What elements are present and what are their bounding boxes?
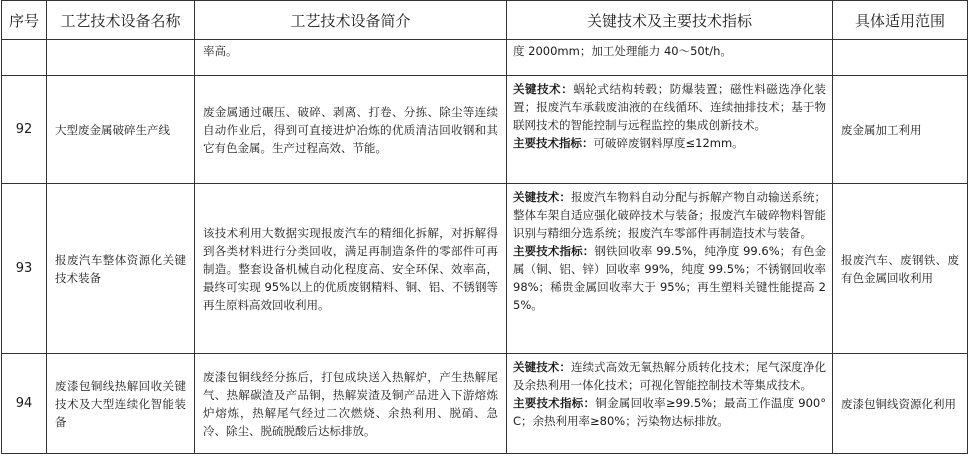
key-tech-label: 关键技术： [513, 82, 574, 96]
row-key-tech [507, 354, 833, 454]
metric-paragraph [513, 394, 826, 430]
metric-text: 铜金属回收率≥99.5%；最高工作温度 900°C；余热利用率≥80%；污染物达标排放。 [513, 396, 826, 428]
metric-text: 可破碎废钢料厚度≤12mm。 [593, 136, 744, 150]
row-description: 该技术利用大数据实现报废汽车的精细化拆解，对拆解得到各类材料进行分类回收，满足再制造条件的零部件可再制造。整套设备机械自动化程度高、安全环保、效率高，最终可实现 95%以上的优质废钢精料、铜、铝、不锈钢等再生原料高效回收利用。 [195, 184, 507, 354]
row-scope: 报废汽车、废钢铁、废有色金属回收利用 [833, 184, 968, 354]
table-row-continued [2, 40, 968, 76]
row-scope: 废漆包铜线资源化利用 [833, 354, 968, 454]
table-header-row [2, 1, 968, 40]
row-key-tech: 度 2000mm；加工处理能力 40～50t/h。 [507, 40, 833, 76]
key-tech-paragraph [513, 358, 826, 394]
row-description: 废漆包铜线经分拣后，打包成块送入热解炉，产生热解尾气、热解碳渣及产品铜，热解炭渣及铜产品进入下游熔炼炉熔炼，热解尾气经过二次燃烧、余热利用、脱硝、急冷、除尘、脱硫脱酸后达标排放。 [195, 354, 507, 454]
row-name: 大型废金属破碎生产线 [47, 76, 195, 184]
metric-label: 主要技术指标： [513, 136, 594, 150]
key-tech-paragraph [513, 80, 826, 134]
row-description: 废金属通过碾压、破碎、剥离、打卷、分拣、除尘等连续自动作业后，得到可直接进炉冶炼的优质清洁回收钢和其它有色金属。生产过程高效、节能。 [195, 76, 507, 184]
header-description: 工艺技术设备简介 [195, 1, 507, 40]
process-equipment-table [1, 0, 968, 454]
row-index [2, 40, 47, 76]
key-tech-label: 关键技术： [513, 190, 571, 204]
metric-paragraph [513, 134, 826, 152]
key-tech-text: 报废汽车物料自动分配与拆解产物自动输送系统；整体车架自适应强化破碎技术与装备；报废汽车破碎物料智能识别与精细分选系统；报废汽车零部件再制造技术与装备。 [513, 190, 827, 240]
row-index: 94 [2, 354, 47, 454]
row-key-tech [507, 184, 833, 354]
row-index: 93 [2, 184, 47, 354]
metric-text: 钢铁回收率 99.5%，纯净度 99.6%；有色金属（铜、铝、锌）回收率 99%，纯度 99.5%；不锈钢回收率 98%；稀贵金属回收率大于 95%；再生塑料关键性能提高 25%。 [513, 244, 827, 312]
metric-label: 主要技术指标： [513, 396, 596, 410]
metric-paragraph [513, 242, 826, 314]
key-tech-text: 蜗轮式结构转毂；防爆装置；磁性料磁选净化装置；报废汽车承载废油液的在线循环、连续抽排技术；基于物联网技术的智能控制与远程监控的集成创新技术。 [513, 82, 827, 132]
header-index: 序号 [2, 1, 47, 40]
row-index: 92 [2, 76, 47, 184]
row-key-tech [507, 76, 833, 184]
row-name [47, 40, 195, 76]
table-row [2, 184, 968, 354]
row-name: 废漆包铜线热解回收关键技术及大型连续化智能装备 [47, 354, 195, 454]
table-row [2, 76, 968, 184]
key-tech-paragraph [513, 188, 826, 242]
row-name: 报废汽车整体资源化关键技术装备 [47, 184, 195, 354]
header-scope: 具体适用范围 [833, 1, 968, 40]
header-name: 工艺技术设备名称 [47, 1, 195, 40]
table-row [2, 354, 968, 454]
key-tech-label: 关键技术： [513, 360, 571, 374]
metric-label: 主要技术指标： [513, 244, 595, 258]
header-key-tech: 关键技术及主要技术指标 [507, 1, 833, 40]
row-scope: 废金属加工利用 [833, 76, 968, 184]
row-scope [833, 40, 968, 76]
row-description: 率高。 [195, 40, 507, 76]
key-tech-text: 连续式高效无氧热解分质转化技术；尾气深度净化及余热利用一体化技术；可视化智能控制技术等集成技术。 [513, 360, 827, 392]
